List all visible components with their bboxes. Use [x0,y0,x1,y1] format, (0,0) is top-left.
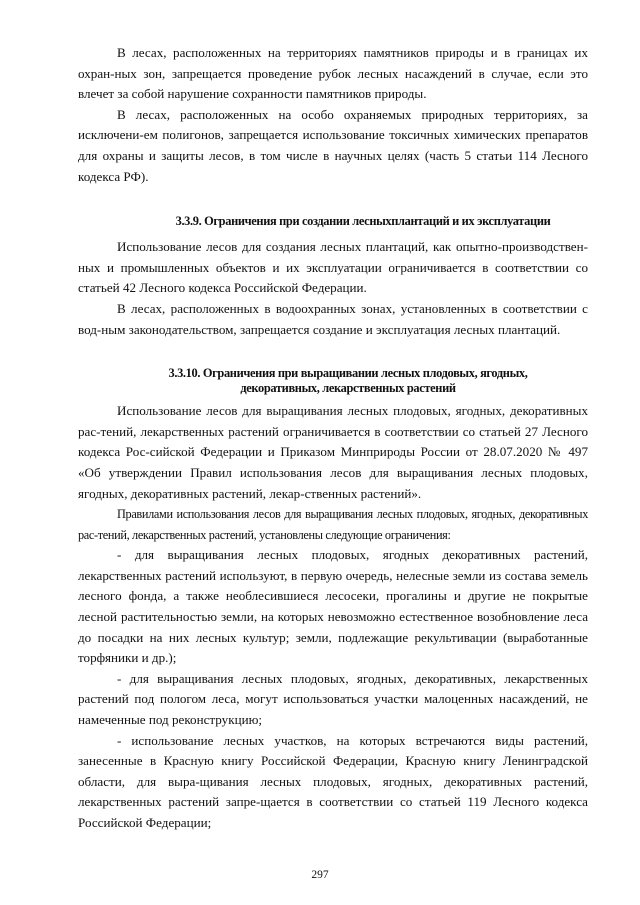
paragraph-forest-plantations: Использование лесов для создания лесных плантаций, как опытно-производствен-ных и промышленных объектов и их эксплуатации ограничивается в соответствии со статьей 42 Лесного кодекса Российской Федерации. [78,239,588,296]
paragraph-restriction-under-canopy: - для выращивания лесных плодовых, ягодных, декоративных, лекарственных растений под пологом леса, могут использоваться участки малоценных насаждений, не намеченные под реконструкцию; [78,670,588,728]
paragraph-water-protection-zones: В лесах, расположенных в водоохранных зонах, установленных в соответствии с вод-ным законодательством, запрещается создание и эксплуатация лесных плантаций. [78,300,588,337]
paragraph-restriction-nonforest-lands: - для выращивания лесных плодовых, ягодных декоративных растений, лекарственных растений используют, в первую очередь, нелесные земли из состава земель лесного фонда, а также необлесившиеся лесосеки, прогалины и другие не покрытые лесной растительностью земли, на которых невозможно естественное возобновление леса до посадки на них лесных культур; земли, подлежащие рекультивации (выработанные торфяники и др.); [78,547,588,666]
section-heading-3-3-10-line1: 3.3.10. Ограничения при выращивании лесных плодовых, ягодных, [168,366,528,381]
paragraph-growing-plants-usage: Использование лесов для выращивания лесных плодовых, ягодных, декоративных рас-тений, лекарственных растений ограничивается в соответствии со статьей 27 Лесного кодекса Рос-сийской Федерации и Приказом Минприроды России от 28.07.2020 № 497 «Об утверждении Правил использования лесов для выращивания лесных плодовых, ягодных, декоративных растений, лекар-ственных растений». [78,403,588,501]
paragraph-natural-monuments: В лесах, расположенных на территориях памятников природы и в границах их охран-ных зон, запрещается проведение рубок лесных насаждений в случае, если это влечет за собой нарушение сохранности памятников природы. [78,45,588,102]
paragraph-protected-territories: В лесах, расположенных на особо охраняемых природных территориях, за исключени-ем полигонов, запрещается использование токсичных химических препаратов для охраны и защиты лесов, в том числе в научных целях (часть 5 статьи 114 Лесного кодекса РФ). [78,106,588,184]
paragraph-restriction-red-book: - использование лесных участков, на которых встречаются виды растений, занесенные в Красную книгу Российской Федерации, Красную книгу Ленинградской области, для выра-щивания лесных плодовых, ягодных, декоративных растений, лекарственных растений запре-щается в соответствии со статьей 119 Лесного кодекса Российской Федерации; [78,732,588,830]
paragraph-restrictions-intro: Правилами использования лесов для выращивания лесных плодовых, ягодных, декоративных рас-тений, лекарственных растений, установлены следующие ограничения: [78,507,588,542]
page-number: 297 [311,869,329,881]
section-heading-3-3-10 [78,366,588,396]
section-heading-3-3-9: 3.3.9. Ограничения при создании лесныхплантаций и их эксплуатации [175,214,551,229]
section-heading-3-3-10-line2: декоративных, лекарственных растений [240,381,456,396]
